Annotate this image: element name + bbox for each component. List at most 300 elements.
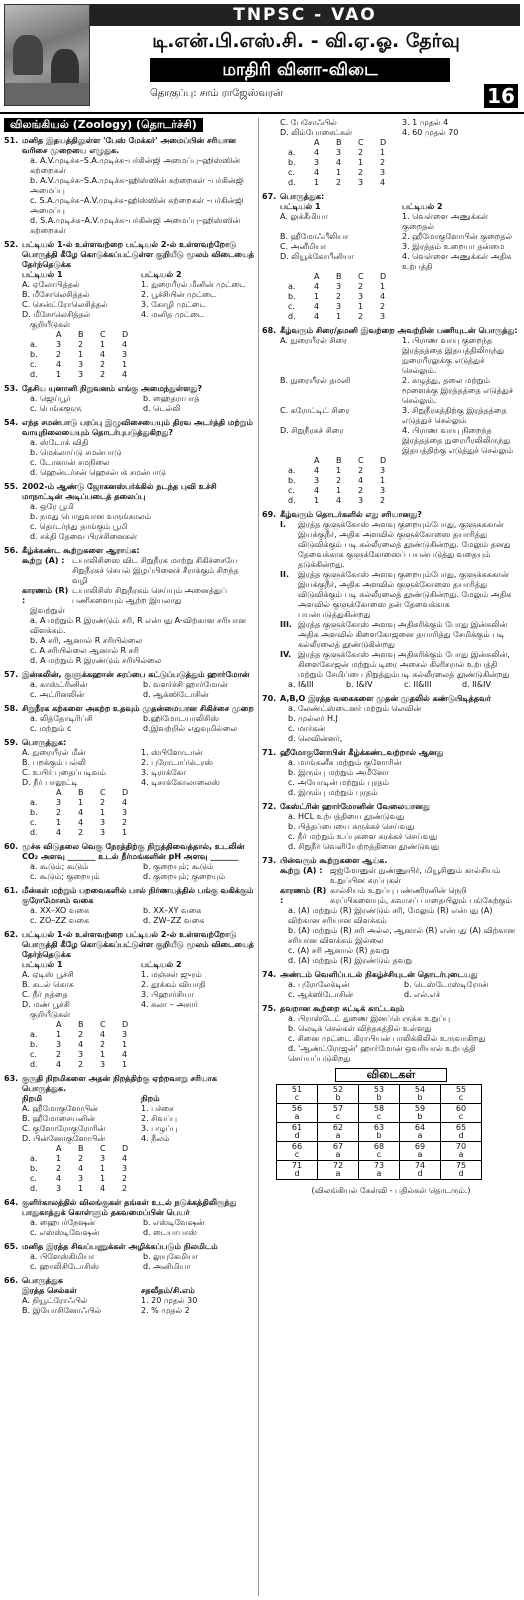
answer-question-number: 54 bbox=[414, 1085, 426, 1094]
question-header bbox=[4, 930, 256, 960]
code-cell: 1 bbox=[56, 370, 62, 379]
question-header bbox=[4, 886, 256, 906]
option: c. அயோடின் மற்றும் புரதம் bbox=[288, 778, 390, 787]
option: b. இரும்பு மற்றும் அமீனோ bbox=[288, 768, 389, 777]
question-text: பட்டியல் 1-ல் உள்ளவற்றை பட்டியல் 2-ல் உள்ளவற்றோடு பொருத்தி கீழே கொடுக்கப்பட்டுள்ள குறியீடு மூலம் விடையைத் தேர்ந்தெடுக்க bbox=[22, 930, 255, 959]
question-number: 62. bbox=[4, 930, 19, 939]
code-cell: 3 bbox=[122, 1164, 128, 1173]
code-cell: 4 bbox=[122, 340, 128, 349]
code-cell: D bbox=[380, 456, 387, 465]
list1-item: B. பறக்கும் பல்லி bbox=[22, 758, 86, 767]
continuation-note: (விலங்கியல் கேள்வி - பதில்கள் தொடரும்.) bbox=[311, 1186, 471, 1195]
option: b. மெக்லாய்டு சமன்பாடு bbox=[30, 448, 122, 457]
answer-cell bbox=[318, 1161, 359, 1180]
code-cell bbox=[288, 272, 314, 282]
code-cell: b. bbox=[288, 158, 296, 167]
answer-question-number: 70 bbox=[455, 1142, 467, 1151]
question-text: கீழ்வரும் சிரை/தமனி இவற்றை அவற்றின் பணியுடன் பொருத்து: bbox=[280, 326, 518, 335]
code-cell: 3 bbox=[358, 178, 364, 187]
list2-item: 1. மஞ்சள் ஜுரம் bbox=[141, 970, 202, 979]
answer-letter: a bbox=[458, 1150, 464, 1159]
list1-item: A. லுக்கீமியா bbox=[280, 212, 328, 221]
answer-cell bbox=[400, 1123, 441, 1142]
answer-question-number: 57 bbox=[332, 1104, 344, 1113]
code-cell: 4 bbox=[314, 486, 320, 495]
option: b. I&IV bbox=[346, 680, 373, 689]
list-heading: பட்டியல் 1 bbox=[22, 960, 63, 969]
code-cell: B bbox=[336, 138, 342, 147]
code-cell: 4 bbox=[78, 808, 84, 817]
code-cell: b. bbox=[30, 1040, 38, 1049]
question-block bbox=[262, 748, 520, 798]
option: a. A மற்றும் R இரண்டும் சரி, R என்பது A-விற்கான சரியான விளக்கம். bbox=[30, 616, 246, 635]
code-cell: c. bbox=[30, 1174, 37, 1183]
code-cell: c. bbox=[30, 1050, 37, 1059]
answer-cell bbox=[359, 1161, 400, 1180]
code-cell: D bbox=[122, 330, 129, 339]
list2-item: 2. % முதல் 2 bbox=[141, 1306, 190, 1315]
code-cell: 4 bbox=[314, 148, 320, 157]
answer-letter: a bbox=[335, 1131, 341, 1140]
answer-code-grid bbox=[262, 456, 520, 506]
code-cell: 4 bbox=[122, 798, 128, 807]
answer-letter: a bbox=[417, 1131, 423, 1140]
answer-letter: c bbox=[294, 1093, 300, 1102]
question-block bbox=[262, 326, 520, 506]
code-cell: 1 bbox=[100, 1050, 106, 1059]
code-cell bbox=[288, 138, 314, 148]
page-title: டி.என்.பி.எஸ்.சி. - வி.ஏ.ஓ. தேர்வு bbox=[152, 30, 460, 52]
answer-question-number: 51 bbox=[291, 1085, 303, 1094]
answer-question-number: 73 bbox=[373, 1161, 385, 1170]
option: c. டோனான் சமநிலை bbox=[30, 458, 110, 467]
options-two-col bbox=[262, 980, 520, 1000]
code-cell: c. bbox=[288, 486, 295, 495]
question-number: 70. bbox=[262, 694, 277, 703]
question-text: பொருத்துக: bbox=[280, 192, 325, 201]
option: b. லுயுகேமியா bbox=[143, 1252, 198, 1261]
answer-question-number: 60 bbox=[455, 1104, 467, 1113]
code-cell: 3 bbox=[314, 476, 320, 485]
list2-item: 3. சிறுநீரகத்திற்கு இரத்தத்தை எடுத்துச் செல்லும் bbox=[402, 406, 507, 425]
code-cell: c. bbox=[288, 168, 295, 177]
list2-item: 1. பச்சை bbox=[141, 1104, 174, 1113]
code-cell: 1 bbox=[100, 340, 106, 349]
list1-item: B. ஹீமோசையனின் bbox=[22, 1114, 96, 1123]
answer-cell bbox=[318, 1085, 359, 1104]
code-cell: 2 bbox=[358, 466, 364, 475]
answer-question-number: 52 bbox=[332, 1085, 344, 1094]
question-text: கீழ்வரும் தொடர்களில் எது சரியானது? bbox=[280, 510, 422, 519]
question-text: A,B,O இரத்த வகைகளை முதன் முதலில் கண்டுபிடித்தவர் bbox=[280, 694, 491, 703]
question-text: குளிர்காலத்தில் விலங்குகள் தங்கள் உடல் நடுக்கத்திலிருந்து பாதுகாத்துக் கொள்ளும் தகவமைப்பின் பெயர் bbox=[22, 1198, 237, 1217]
list1-item: C. அனீமியா bbox=[280, 242, 327, 251]
question-number: 73. bbox=[262, 856, 277, 865]
code-cell: 2 bbox=[336, 476, 342, 485]
question-text: மனித இதயத்திலுள்ள 'பேஸ் மேக்கர்' அமைப்பின் சரியான வரிசை முறையை எழுதுக. bbox=[22, 136, 236, 155]
options-two-col bbox=[4, 862, 256, 882]
list-heading: சதவீதம்/சி.எம் bbox=[141, 1286, 195, 1295]
list-heading: பட்டியல் 2 bbox=[402, 202, 443, 211]
code-cell: 1 bbox=[314, 178, 320, 187]
list1-item: D. லியூக்கோபீனியா bbox=[280, 252, 354, 261]
code-cell: 3 bbox=[100, 1060, 106, 1069]
list1-item: A. ஏடிஸ் பூச்சி bbox=[22, 970, 74, 979]
option: d. குறையும்; குறையும் bbox=[143, 872, 226, 881]
code-cell: 2 bbox=[380, 158, 386, 167]
option: a. I&III bbox=[288, 680, 314, 689]
section-title: விலங்கியல் (Zoology) (தொடர்ச்சி) bbox=[4, 118, 203, 132]
question-header bbox=[262, 802, 520, 812]
statement-row bbox=[4, 586, 256, 606]
question-header bbox=[4, 1242, 256, 1252]
answer-letter: a bbox=[335, 1150, 341, 1159]
question-number: 63. bbox=[4, 1074, 19, 1083]
code-cell: 1 bbox=[78, 350, 84, 359]
code-cell: a. bbox=[30, 1154, 38, 1163]
question-header bbox=[4, 482, 256, 502]
code-cell: 3 bbox=[56, 798, 62, 807]
match-table bbox=[4, 960, 256, 1010]
question-subtext: இவற்றுள் bbox=[30, 606, 65, 615]
office-photo bbox=[4, 4, 90, 106]
option: a. லித்தோடிரிப்சி bbox=[30, 714, 93, 723]
code-cell: a. bbox=[288, 148, 296, 157]
list1-item: C. கரோட்டிட் சிரை bbox=[280, 406, 350, 415]
list-heading: நிறம் bbox=[141, 1094, 160, 1103]
code-cell: 4 bbox=[56, 828, 62, 837]
option: c. (A) சரி ஆனால் (R) தவறு bbox=[288, 946, 390, 955]
option: c. சினை முட்டை கிராபியன் பாலிக்கிலில் உருவாகிறது bbox=[288, 1034, 486, 1043]
list1-item: A. நுரையீரல் சிரை bbox=[280, 336, 348, 345]
code-cell: 1 bbox=[122, 1040, 128, 1049]
question-number: 59. bbox=[4, 738, 19, 747]
code-cell: 4 bbox=[380, 178, 386, 187]
answer-question-number: 55 bbox=[455, 1085, 467, 1094]
answer-code-grid bbox=[4, 1144, 256, 1194]
question-block bbox=[4, 1074, 256, 1194]
option: b. முல்லர் H.J bbox=[288, 714, 338, 723]
answer-question-number: 63 bbox=[373, 1123, 385, 1132]
code-cell: 2 bbox=[100, 1040, 106, 1049]
option: a. மாங்கனீசு மற்றும் குளோரின் bbox=[288, 758, 402, 767]
option: a. ஸ்டோக் விதி bbox=[30, 438, 89, 447]
question-block bbox=[4, 886, 256, 926]
code-cell: 4 bbox=[100, 1184, 106, 1193]
option: a. லேண்ட்ஸ்டைனர் மற்றும் லெவின் bbox=[288, 704, 422, 713]
code-cell: 3 bbox=[78, 1174, 84, 1183]
code-cell: d. bbox=[30, 1184, 38, 1193]
question-text: பொருத்துக: bbox=[22, 738, 67, 747]
code-cell: 1 bbox=[56, 1030, 62, 1039]
question-header bbox=[262, 326, 520, 336]
answer-letter: c bbox=[458, 1093, 464, 1102]
answer-question-number: 75 bbox=[455, 1161, 467, 1170]
question-number: 66. bbox=[4, 1276, 19, 1285]
options-two-col bbox=[4, 906, 256, 926]
code-cell: 4 bbox=[100, 350, 106, 359]
code-cell bbox=[30, 1020, 56, 1030]
code-cell: 1 bbox=[122, 828, 128, 837]
answer-letter: c bbox=[335, 1112, 341, 1121]
option: c. பெங்களூரு bbox=[30, 404, 82, 413]
code-cell: 2 bbox=[358, 282, 364, 291]
question-text: மனித இரத்த சிவப்பணுக்கள் அழிக்கப்படும் நிலமிடம் bbox=[22, 1242, 218, 1251]
question-block bbox=[4, 738, 256, 838]
list1-item: A. நுரையீரல் மீன் bbox=[22, 748, 86, 757]
option: b. A.V.முடிச்சு–S.A.முடிச்சு–ஹிஸ்ஸின் கற்றைகள் –பர்கின்ஜி அமைப்பு bbox=[30, 176, 244, 195]
roman-statement bbox=[262, 620, 520, 650]
list1-item: A. ஹீமோகுளோபின் bbox=[22, 1104, 98, 1113]
code-cell: 3 bbox=[122, 808, 128, 817]
answer-question-number: 74 bbox=[414, 1161, 426, 1170]
column-divider bbox=[258, 118, 259, 1596]
match-table bbox=[262, 336, 520, 456]
match-table bbox=[4, 270, 256, 320]
answer-cell bbox=[441, 1142, 482, 1161]
option: b.ஹிமோடயாலிசிஸ் bbox=[143, 714, 219, 723]
option: a. A.V.முடிச்சு–S.A.முடிச்சு–பர்கின்ஜி அமைப்பு–ஹிஸ்ஸின் கற்றைகள் bbox=[30, 156, 241, 175]
question-block bbox=[262, 1004, 520, 1064]
code-cell: 1 bbox=[336, 312, 342, 321]
answer-question-number: 68 bbox=[373, 1142, 385, 1151]
code-cell: 4 bbox=[56, 360, 62, 369]
answer-cell bbox=[359, 1085, 400, 1104]
question-block bbox=[262, 118, 520, 188]
list1-item: C. பேசோஃபில் bbox=[280, 118, 337, 127]
question-number: 64. bbox=[4, 1198, 19, 1207]
list2-item: 1. ஸ்பிளோடான் bbox=[141, 748, 203, 757]
list1-item: B. கடல் கொசு bbox=[22, 980, 74, 989]
code-cell: B bbox=[336, 272, 342, 281]
answer-letter: a bbox=[335, 1169, 341, 1178]
answer-letter: b bbox=[335, 1093, 341, 1102]
roman-label: I. bbox=[280, 520, 287, 529]
question-header bbox=[4, 1276, 256, 1286]
list2-item: 3. பிஹார்சியா bbox=[141, 990, 194, 999]
list2-item: 2. சிவப்பு bbox=[141, 1114, 178, 1123]
question-text: மீன்கள் மற்றும் பறவைகளில் பால் நிர்ணயத்தில் பங்கு வகிக்கும் குரோமோசம் வகை bbox=[22, 886, 254, 905]
code-cell: 4 bbox=[78, 1164, 84, 1173]
code-cell: 2 bbox=[78, 828, 84, 837]
code-cell: 4 bbox=[122, 1050, 128, 1059]
code-cell: c. bbox=[30, 360, 37, 369]
list2-item: 4. 60 முதல் 70 bbox=[402, 128, 459, 137]
answer-cell bbox=[400, 1085, 441, 1104]
list2-item: 3. பழுப்பு bbox=[141, 1124, 178, 1133]
code-cell: 4 bbox=[314, 302, 320, 311]
statement-text: ஜஜ்மோனுள் நுண்ணுயிர், மியூசினும் கால்சியம் உறுப்பின சுரப்புகள் bbox=[330, 866, 501, 885]
code-cell: 2 bbox=[78, 1030, 84, 1039]
question-block bbox=[4, 546, 256, 666]
question-block bbox=[262, 802, 520, 852]
code-cell: A bbox=[314, 272, 320, 281]
code-cell: d. bbox=[288, 496, 296, 505]
option: b. வளர்ச்சி ஹார்மோன் bbox=[143, 680, 228, 689]
code-label: குறியீடுகள் bbox=[30, 320, 71, 329]
list2-item: 4. கலா – அசார் bbox=[141, 1000, 198, 1009]
code-cell: 3 bbox=[78, 370, 84, 379]
code-cell: C bbox=[358, 138, 364, 147]
answer-code-grid bbox=[4, 1020, 256, 1070]
answer-cell bbox=[441, 1161, 482, 1180]
option: a. ஹைபர்நேஷன் bbox=[30, 1218, 96, 1227]
code-cell: 3 bbox=[100, 1154, 106, 1163]
option: b. டெஸ்டோஸ்டிரோன் bbox=[404, 980, 489, 989]
code-cell: 1 bbox=[100, 1164, 106, 1173]
question-text: பட்டியல் 1-ல் உள்ளவற்றை பட்டியல் 2-ல் உள்ளவற்றோடு பொருத்தி கீழே கொடுக்கப்பட்டுள்ள குறியீடு மூலம் விடையைத் தேர்ந்தெடுக்க bbox=[22, 240, 255, 269]
left-column bbox=[4, 118, 256, 1320]
code-cell: 3 bbox=[358, 292, 364, 301]
list2-item: 3. இரத்தம் உறையா தன்மை bbox=[402, 242, 505, 251]
question-header bbox=[262, 748, 520, 758]
answer-letter: d bbox=[294, 1169, 300, 1178]
option: d. II&IV bbox=[462, 680, 491, 689]
list1-item: D. மண் பூச்சி bbox=[22, 1000, 70, 1009]
list2-item: 4. டிசாக்கோலாலைஸ் bbox=[141, 778, 220, 787]
code-cell: 2 bbox=[380, 496, 386, 505]
list1-item: A. நியூட்ரோஃபில் bbox=[22, 1296, 88, 1305]
question-text: இன்சுலின், குளுக்கஹான் சுரப்பை கட்டுப்படுத்தும் ஹார்மோன் bbox=[22, 670, 250, 679]
answer-letter: d bbox=[294, 1131, 300, 1140]
right-column bbox=[262, 118, 520, 1196]
question-header bbox=[262, 694, 520, 704]
code-cell: 2 bbox=[56, 1164, 62, 1173]
option: a. பிராஸ்டேட் துணை இனப்பெருக்க உறுப்பு bbox=[288, 1014, 451, 1023]
code-cell: b. bbox=[30, 808, 38, 817]
code-cell: b. bbox=[30, 350, 38, 359]
code-cell: b. bbox=[30, 1164, 38, 1173]
answer-letter: d bbox=[458, 1169, 464, 1178]
option: d. டையாபாஸ் bbox=[143, 1228, 197, 1237]
option: a. புரோலேக்டின் bbox=[288, 980, 350, 989]
answer-question-number: 66 bbox=[291, 1142, 303, 1151]
answer-cell bbox=[400, 1142, 441, 1161]
answer-letter: b bbox=[376, 1131, 382, 1140]
question-block bbox=[4, 384, 256, 414]
question-text: தவறான கூற்றை சுட்டிக் காட்டவும் bbox=[280, 1004, 405, 1013]
list1-item: B. மீசோலெசித்தல் bbox=[22, 290, 90, 299]
list-heading: இரத்த செல்கள் bbox=[22, 1286, 77, 1295]
question-number: 56. bbox=[4, 546, 19, 555]
list-heading: பட்டியல் 2 bbox=[141, 270, 182, 279]
option: a. கூடும்; கூடும் bbox=[30, 862, 89, 871]
code-cell: 2 bbox=[100, 798, 106, 807]
answer-question-number: 58 bbox=[373, 1104, 385, 1113]
code-cell: D bbox=[380, 272, 387, 281]
option: d. எல்.எச் bbox=[404, 990, 441, 999]
match-table bbox=[4, 1094, 256, 1144]
code-cell: C bbox=[358, 456, 364, 465]
code-cell: c. bbox=[288, 302, 295, 311]
answer-question-number: 71 bbox=[291, 1161, 303, 1170]
option: a. ஒரே பூமி bbox=[30, 502, 74, 511]
roman-text: இரத்த குளுக்கோஸ் அளவு குறையும்போது, குளுகககான் இயக்குநீர், அதிக அளவில் குளுக்கோஸை தயாரித்து விடுவிக்கும் படி கல்லீரலைத் தூண்டுகின்றது. மேலும் தனது தேவைக்காக குளுக்கோஸைப் பயன்படுத்து வதையும் தடுக்கின்றது. bbox=[298, 520, 511, 569]
statement-text: டயாலிசிஸ் சிறுநீரகம் செய்யும் அனைத்துப் பணிகளையும் ஆற்ற இயலாது bbox=[72, 586, 227, 605]
list1-item: B. ஹீமோஃபீலியா bbox=[280, 232, 349, 241]
question-text: மூச்சு விடுதலை வெகு நேரத்திற்கு நிறுத்திவைத்தால், உடலின் CO₂ அளவு _______ உடல் நீர்மங்களின் pH அளவு _______ bbox=[22, 842, 245, 861]
question-number: 60. bbox=[4, 842, 19, 851]
roman-statement bbox=[262, 570, 520, 620]
code-cell: 2 bbox=[122, 1174, 128, 1183]
question-number: 72. bbox=[262, 802, 277, 811]
code-cell: a. bbox=[30, 340, 38, 349]
code-cell: 4 bbox=[358, 476, 364, 485]
statement-row bbox=[262, 866, 520, 886]
option: c. மார்கன் bbox=[288, 724, 326, 733]
code-cell: 4 bbox=[336, 496, 342, 505]
roman-label: IV. bbox=[280, 650, 292, 659]
code-cell: 3 bbox=[100, 828, 106, 837]
code-cell: 2 bbox=[56, 350, 62, 359]
code-cell: 4 bbox=[78, 818, 84, 827]
code-cell: 1 bbox=[100, 1174, 106, 1183]
code-cell: 2 bbox=[56, 808, 62, 817]
answer-question-number: 53 bbox=[373, 1085, 385, 1094]
code-cell: D bbox=[380, 138, 387, 147]
answer-cell bbox=[318, 1104, 359, 1123]
match-table bbox=[4, 1286, 256, 1316]
code-cell bbox=[288, 456, 314, 466]
list2-item: 2. கழுத்து, தலை மற்றும் மூளைக்கு இரத்தத்தை எடுத்துச் செல்லும். bbox=[402, 376, 514, 405]
code-cell: 3 bbox=[380, 486, 386, 495]
code-cell: d. bbox=[288, 178, 296, 187]
answer-question-number: 61 bbox=[291, 1123, 303, 1132]
question-number: 74. bbox=[262, 970, 277, 979]
option: d. 'ஆண்ட்ரோஜன்' ஹார்மோன் ஒவரியால் உற்பத்தி செய்யப்படுகிறது bbox=[288, 1044, 476, 1063]
option: b. பித்தப்பையை சுருக்கச் செய்வது bbox=[288, 822, 415, 831]
answers-row bbox=[277, 1142, 482, 1161]
list1-item: D. லிம்போசைட்கள் bbox=[280, 128, 353, 137]
answers-row bbox=[277, 1085, 482, 1104]
roman-label: II. bbox=[280, 570, 289, 579]
question-text: தேசிய யுனானி நிறுவனம் எங்கு அமைந்துள்ளது? bbox=[22, 384, 202, 393]
code-cell: 2 bbox=[358, 312, 364, 321]
question-number: 58. bbox=[4, 704, 19, 713]
code-cell: 2 bbox=[122, 1184, 128, 1193]
answers-row bbox=[277, 1104, 482, 1123]
roman-statement bbox=[262, 650, 520, 680]
option: d. A மற்றும் R இரண்டும் சரியில்லை bbox=[30, 656, 162, 665]
code-cell bbox=[30, 788, 56, 798]
code-cell: D bbox=[122, 1144, 129, 1153]
code-cell: 2 bbox=[56, 1050, 62, 1059]
code-cell: 1 bbox=[358, 158, 364, 167]
answer-letter: c bbox=[376, 1112, 382, 1121]
code-cell: 3 bbox=[380, 312, 386, 321]
answer-letter: a bbox=[376, 1169, 382, 1178]
code-cell: 1 bbox=[380, 476, 386, 485]
code-cell: 4 bbox=[314, 282, 320, 291]
answer-code-grid bbox=[4, 330, 256, 380]
statement-label: கூற்று (A) : bbox=[22, 556, 65, 565]
question-header bbox=[4, 418, 256, 438]
code-cell: 1 bbox=[336, 466, 342, 475]
answers-title: விடைகள் bbox=[335, 1068, 447, 1082]
code-cell: B bbox=[78, 1144, 84, 1153]
options-two-col bbox=[4, 1218, 256, 1238]
code-cell: 1 bbox=[336, 486, 342, 495]
match-table bbox=[262, 202, 520, 272]
code-cell: B bbox=[78, 788, 84, 797]
option: b. XX–XY வகை bbox=[143, 906, 202, 915]
list1-item: D. பின்னோகுளோபின் bbox=[22, 1134, 106, 1143]
question-text: பொருத்துக bbox=[22, 1276, 64, 1285]
code-cell: 1 bbox=[122, 1060, 128, 1069]
answer-letter: b bbox=[376, 1093, 382, 1102]
code-cell: B bbox=[78, 1020, 84, 1029]
answer-letter: c bbox=[294, 1150, 300, 1159]
